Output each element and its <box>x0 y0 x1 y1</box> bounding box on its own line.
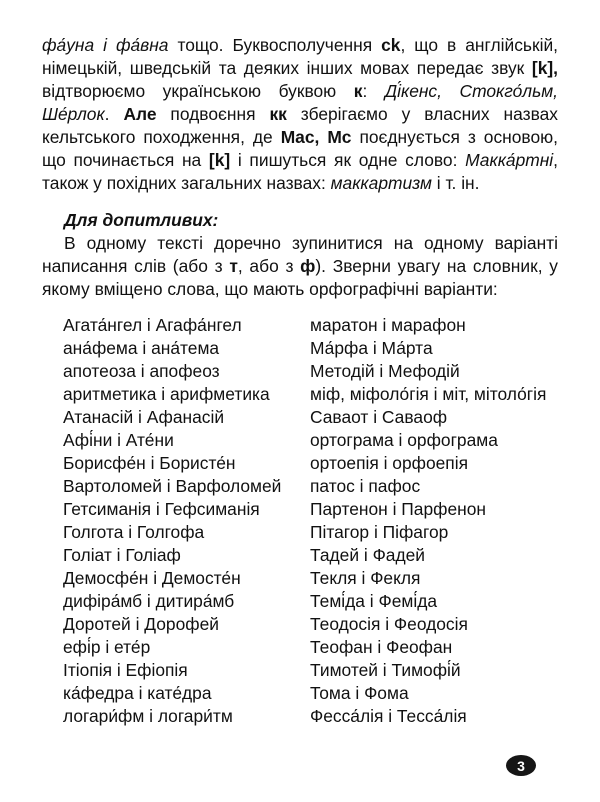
text-segment: т <box>229 256 238 276</box>
word-variant-item: Саваот і Саваоф <box>310 407 448 427</box>
word-variant-item: Темі́да і Фемі́да <box>310 591 438 611</box>
section-heading: Для допитливих: <box>64 210 219 230</box>
word-variant-item: Ма́рфа і Ма́рта <box>310 338 433 358</box>
word-variant-item: Агата́нгел і Агафа́нгел <box>63 315 242 335</box>
word-variant-item: апотеоза і апофеоз <box>63 361 220 381</box>
variant-word-list <box>42 314 558 728</box>
word-variant-item: Партенон і Парфенон <box>310 499 487 519</box>
word-variant-item: маратон і марафон <box>310 315 466 335</box>
word-list-right-column <box>310 314 558 728</box>
text-segment: Ді́кенс, Стокго́льм, Ше́рлок <box>42 81 558 124</box>
text-segment: , що в англійській, німецькій, шведській та деяких інших мовах передає звук <box>42 35 558 78</box>
word-variant-item: Атанасій і Афанасій <box>63 407 225 427</box>
word-variant-item: Пітагор і Піфагор <box>310 522 449 542</box>
word-variant-item: Вартоломей і Варфоломей <box>63 476 282 496</box>
word-variant-item: Фесса́лія і Тесса́лія <box>310 706 467 726</box>
word-variant-item: Тома і Фома <box>310 683 409 703</box>
page-number-badge <box>506 755 536 776</box>
text-segment: і т. ін. <box>431 173 480 193</box>
word-variant-item: ортоепія і орфоепія <box>310 453 468 473</box>
text-segment: [k] <box>208 150 231 170</box>
text-segment: відтворюємо українською буквою <box>42 81 354 101</box>
text-segment: : <box>362 81 385 101</box>
text-segment: зберігаємо у власних назвах кельтського походження, де <box>42 104 558 147</box>
text-segment: ck <box>381 35 401 55</box>
word-variant-item: міф, міфоло́гія і міт, мітоло́гія <box>310 384 547 404</box>
word-variant-item: Голгота і Голгофа <box>63 522 205 542</box>
word-variant-item: дифіра́мб і дитира́мб <box>63 591 235 611</box>
word-variant-item: логари́фм і логари́тм <box>63 706 233 726</box>
word-variant-item: ортограма і орфограма <box>310 430 498 450</box>
text-segment: ). Зверни увагу на словник, у якому вміщено слова, що мають орфографічні варіанти: <box>42 256 558 299</box>
text-segment: , також у похідних загальних назвах: <box>42 150 559 193</box>
word-variant-item: Тимотей і Тимофі́й <box>310 660 461 680</box>
text-segment: к <box>353 81 363 101</box>
word-variant-item: Демосфе́н і Демосте́н <box>63 568 241 588</box>
word-list-left-column <box>42 314 310 728</box>
intro-paragraph <box>42 34 558 195</box>
page-number: 3 <box>517 757 525 774</box>
word-variant-item: ка́федра і кате́дра <box>63 683 212 703</box>
word-variant-item: Доротей і Дорофей <box>63 614 219 634</box>
word-variant-item: ана́фема і ана́тема <box>63 338 220 358</box>
text-segment: подвоєння <box>156 104 270 124</box>
word-variant-item: ефі́р і ете́р <box>63 637 151 657</box>
word-variant-item: патос і пафос <box>310 476 421 496</box>
word-variant-item: Методій і Мефодій <box>310 361 460 381</box>
text-segment: В одному тексті доречно зупинитися на одному варіанті написання слів (або з <box>42 233 558 276</box>
text-segment: фа́уна і фа́вна <box>42 35 169 55</box>
word-variant-item: Теодосія і Феодосія <box>310 614 468 634</box>
word-variant-item: Гетсиманія і Гефсиманія <box>63 499 260 519</box>
text-segment: кк <box>269 104 287 124</box>
text-segment: ф <box>300 256 316 276</box>
text-segment: . <box>104 104 124 124</box>
word-variant-item: Афі́ни і Ате́ни <box>63 430 174 450</box>
instruction-paragraph <box>42 232 558 301</box>
text-segment: поєднується з основою, що починається на <box>42 127 559 170</box>
word-variant-item: Голіат і Голіаф <box>63 545 181 565</box>
text-segment: Макка́ртні <box>465 150 554 170</box>
text-segment: Але <box>123 104 157 124</box>
text-segment: маккартизм <box>330 173 432 193</box>
word-variant-item: Ітіопія і Ефіопія <box>63 660 188 680</box>
word-variant-item: Борисфе́н і Бористе́н <box>63 453 236 473</box>
word-variant-item: Тадей і Фадей <box>310 545 426 565</box>
text-segment: і пишуться як одне слово: <box>230 150 466 170</box>
word-variant-item: Теофан і Феофан <box>310 637 453 657</box>
text-segment: Mac, Mc <box>280 127 352 147</box>
word-variant-item: Текля і Фекля <box>310 568 421 588</box>
text-segment: , або з <box>237 256 301 276</box>
word-variant-item: аритметика і арифметика <box>63 384 270 404</box>
text-segment: тощо. Буквосполучення <box>168 35 382 55</box>
text-segment: [k], <box>531 58 558 78</box>
